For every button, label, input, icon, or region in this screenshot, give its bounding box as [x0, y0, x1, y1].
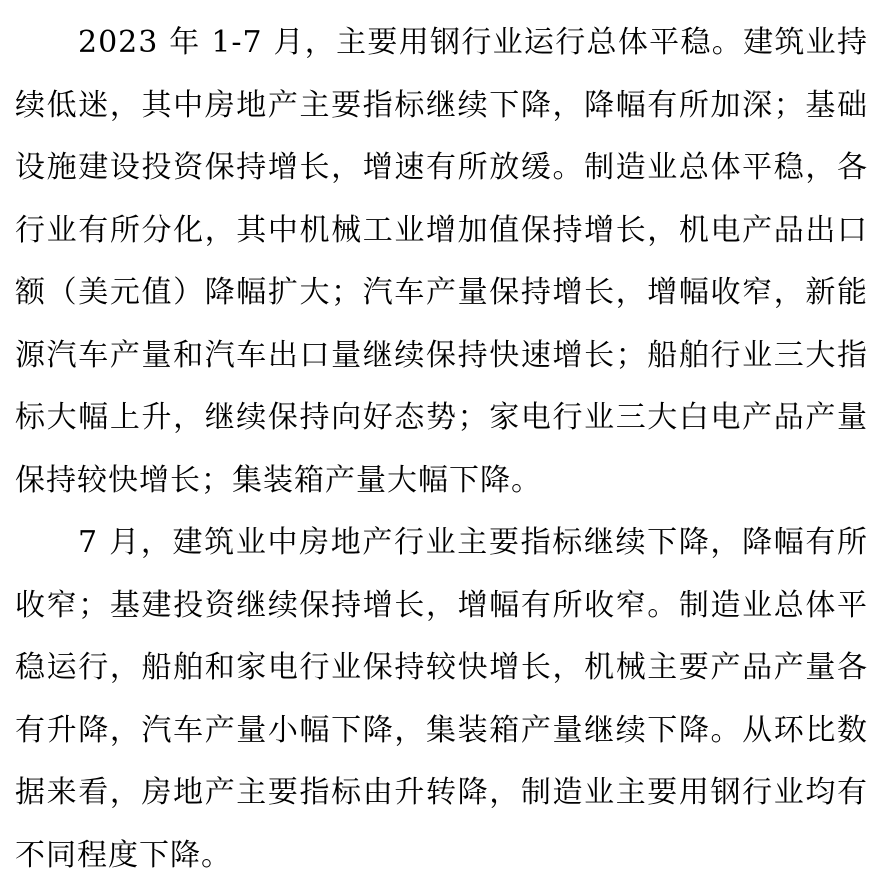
- text-line-2: 续低迷，其中房地产主要指标继续下降，降幅有所加深；基础: [15, 87, 868, 123]
- text-line-13: 据来看，房地产主要指标由升转降，制造业主要用钢行业均有: [15, 775, 868, 810]
- text-line-8: 保持较快增长；集装箱产量大幅下降。: [15, 462, 542, 498]
- text-line-3: 设施建设投资保持增长，增速有所放缓。制造业总体平稳，各: [15, 150, 868, 185]
- text-line-12: 有升降，汽车产量小幅下降，集装箱产量继续下降。从环比数: [15, 712, 868, 748]
- text-line-11: 稳运行，船舶和家电行业保持较快增长，机械主要产品产量各: [15, 650, 868, 685]
- paragraph-1: [15, 12, 868, 512]
- text-line-1: 2023 年 1-7 月，主要用钢行业运行总体平稳。建筑业持: [78, 25, 868, 60]
- text-line-9: 7 月，建筑业中房地产行业主要指标继续下降，降幅有所: [78, 525, 868, 560]
- text-line-6: 源汽车产量和汽车出口量继续保持快速增长；船舶行业三大指: [15, 337, 868, 373]
- text-line-7: 标大幅上升，继续保持向好态势；家电行业三大白电产品产量: [15, 400, 868, 435]
- text-line-4: 行业有所分化，其中机械工业增加值保持增长，机电产品出口: [15, 212, 868, 248]
- text-line-14: 不同程度下降。: [15, 837, 232, 873]
- text-line-10: 收窄；基建投资继续保持增长，增幅有所收窄。制造业总体平: [15, 587, 868, 623]
- paragraph-2: [15, 512, 868, 887]
- text-line-5: 额（美元值）降幅扩大；汽车产量保持增长，增幅收窄，新能: [15, 275, 868, 310]
